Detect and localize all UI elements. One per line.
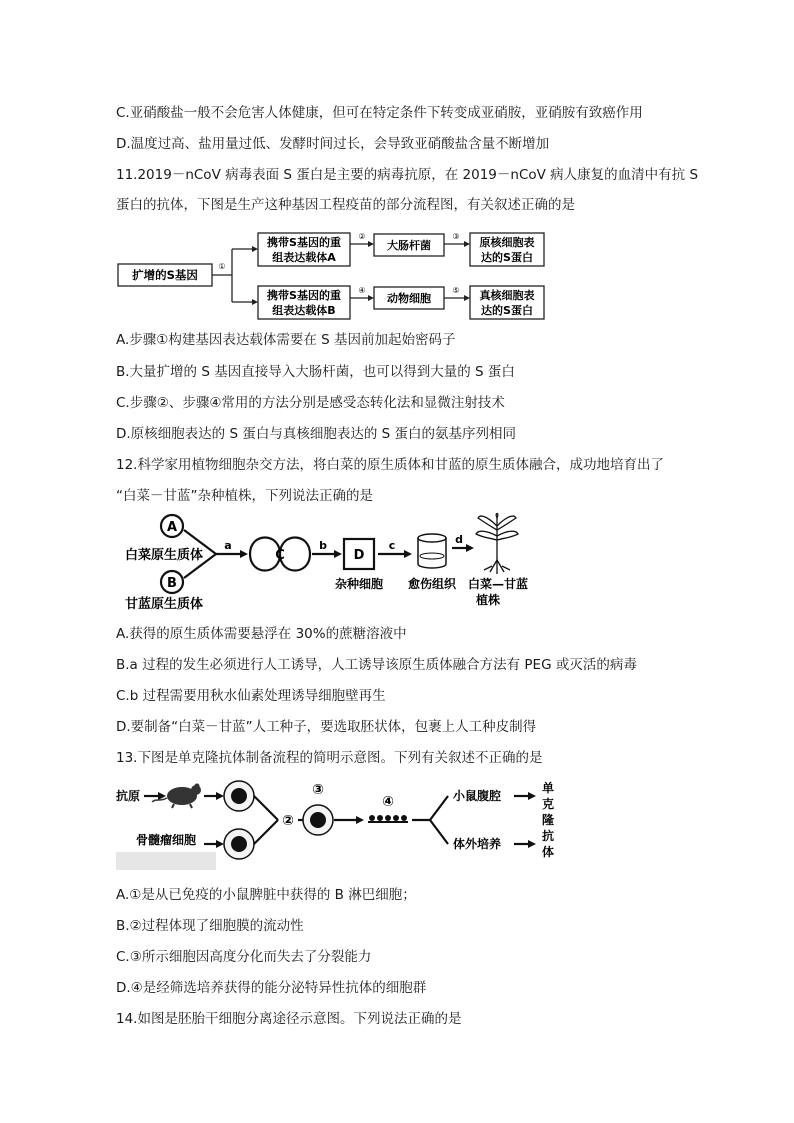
svg-text:携带S基因的重: 携带S基因的重 bbox=[267, 236, 341, 249]
plant-label-1: 白菜—甘蓝 bbox=[467, 577, 529, 591]
question-14-stem: 14.如图是胚胎干细胞分离途径示意图。下列说法正确的是 bbox=[116, 1011, 462, 1027]
svg-text:③: ③ bbox=[452, 232, 460, 241]
svg-text:D: D bbox=[353, 548, 365, 563]
svg-text:④: ④ bbox=[358, 286, 366, 295]
option-c-nitrite: C.亚硝酸盐一般不会危害人体健康，但可在特定条件下转变成亚硝胺，亚硝胺有致癌作用 bbox=[116, 105, 643, 121]
product-char-4: 抗 bbox=[541, 829, 555, 843]
start-label: 扩增的S基因 bbox=[132, 268, 198, 282]
product-char-1: 单 bbox=[541, 781, 555, 795]
product-char-5: 体 bbox=[541, 845, 555, 859]
svg-text:②: ② bbox=[282, 813, 294, 829]
q13-option-d: D.④是经筛选培养获得的能分泌特异性抗体的细胞群 bbox=[116, 980, 427, 996]
svg-text:④: ④ bbox=[382, 794, 394, 810]
q11-option-c: C.步骤②、步骤④常用的方法分别是感受态转化法和显微注射技术 bbox=[116, 395, 505, 411]
svg-text:携带S基因的重: 携带S基因的重 bbox=[267, 289, 341, 302]
svg-text:⑤: ⑤ bbox=[452, 286, 460, 295]
q13-option-c: C.③所示细胞因高度分化而失去了分裂能力 bbox=[116, 949, 372, 965]
svg-text:c: c bbox=[388, 539, 396, 552]
hybridoma-cell bbox=[303, 805, 333, 835]
myeloma-cell bbox=[224, 829, 254, 859]
svg-text:组表达载体B: 组表达载体B bbox=[272, 304, 336, 317]
svg-text:真核细胞表: 真核细胞表 bbox=[479, 289, 535, 302]
question-11-stem-2: 蛋白的抗体，下图是生产这种基因工程疫苗的部分流程图，有关叙述正确的是 bbox=[116, 197, 575, 213]
question-13-stem: 13.下图是单克隆抗体制备流程的简明示意图。下列有关叙述不正确的是 bbox=[116, 750, 543, 766]
peritoneum-label: 小鼠腹腔 bbox=[453, 789, 502, 803]
svg-text:③: ③ bbox=[312, 782, 324, 798]
question-12-stem-2: “白菜－甘蓝”杂种植株，下列说法正确的是 bbox=[116, 488, 373, 504]
svg-text:d: d bbox=[455, 533, 463, 546]
hybrid-plant-icon bbox=[476, 514, 518, 575]
svg-text:B: B bbox=[167, 576, 177, 591]
myeloma-label: 骨髓瘤细胞 bbox=[136, 833, 197, 847]
q12-option-a: A.获得的原生质体需要悬浮在 30%的蔗糖溶液中 bbox=[116, 626, 407, 642]
svg-text:A: A bbox=[166, 520, 178, 535]
callus-dish-icon bbox=[418, 534, 446, 568]
hybrid-cell-label: 杂种细胞 bbox=[334, 577, 384, 591]
q12-option-d: D.要制备“白菜－甘蓝”人工种子，要选取胚状体，包裹上人工种皮制得 bbox=[116, 719, 537, 735]
svg-text:②: ② bbox=[358, 232, 366, 241]
kale-protoplast-label: 甘蓝原生质体 bbox=[124, 597, 204, 612]
svg-text:达的S蛋白: 达的S蛋白 bbox=[481, 304, 533, 317]
q11-option-a: A.步骤①构建基因表达载体需要在 S 基因前加起始密码子 bbox=[116, 332, 456, 348]
cell-group bbox=[368, 815, 408, 823]
svg-text:大肠杆菌: 大肠杆菌 bbox=[387, 239, 431, 252]
svg-text:b: b bbox=[319, 539, 327, 552]
svg-text:原核细胞表: 原核细胞表 bbox=[479, 236, 535, 249]
svg-text:达的S蛋白: 达的S蛋白 bbox=[481, 251, 533, 264]
figure-12-protoplast-fusion bbox=[112, 512, 552, 612]
b-cell-1 bbox=[224, 781, 254, 811]
figure-13-monoclonal-antibody bbox=[112, 778, 562, 878]
q11-option-b: B.大量扩增的 S 基因直接导入大肠杆菌，也可以得到大量的 S 蛋白 bbox=[116, 364, 515, 380]
q12-option-c: C.b 过程需要用秋水仙素处理诱导细胞壁再生 bbox=[116, 688, 386, 704]
product-char-2: 克 bbox=[541, 797, 555, 811]
svg-text:①: ① bbox=[218, 262, 226, 271]
figure-11-flowchart bbox=[112, 230, 552, 326]
svg-text:组表达载体A: 组表达载体A bbox=[272, 251, 336, 264]
in-vitro-label: 体外培养 bbox=[453, 837, 502, 851]
callus-label: 愈伤组织 bbox=[407, 577, 457, 591]
q12-option-b: B.a 过程的发生必须进行人工诱导，人工诱导该原生质体融合方法有 PEG 或灭活的病毒 bbox=[116, 657, 637, 673]
svg-text:a: a bbox=[224, 539, 232, 552]
blurred-region bbox=[116, 852, 216, 870]
q11-option-d: D.原核细胞表达的 S 蛋白与真核细胞表达的 S 蛋白的氨基序列相同 bbox=[116, 426, 516, 442]
plant-label-2: 植株 bbox=[475, 593, 501, 607]
question-12-stem-1: 12.科学家用植物细胞杂交方法，将白菜的原生质体和甘蓝的原生质体融合，成功地培育出了 bbox=[116, 457, 664, 473]
svg-text:动物细胞: 动物细胞 bbox=[387, 292, 431, 305]
cabbage-protoplast-label: 白菜原生质体 bbox=[124, 548, 204, 563]
option-d-nitrite: D.温度过高、盐用量过低、发酵时间过长，会导致亚硝酸盐含量不断增加 bbox=[116, 136, 550, 152]
antigen-label: 抗原 bbox=[116, 789, 141, 803]
svg-text:C: C bbox=[275, 548, 285, 563]
q13-option-b: B.②过程体现了细胞膜的流动性 bbox=[116, 918, 304, 934]
product-char-3: 隆 bbox=[541, 813, 555, 827]
q13-option-a: A.①是从已免疫的小鼠脾脏中获得的 B 淋巴细胞； bbox=[116, 887, 416, 903]
question-11-stem-1: 11.2019－nCoV 病毒表面 S 蛋白是主要的病毒抗原，在 2019－nCoV 病人康复的血清中有抗 S bbox=[116, 167, 699, 183]
